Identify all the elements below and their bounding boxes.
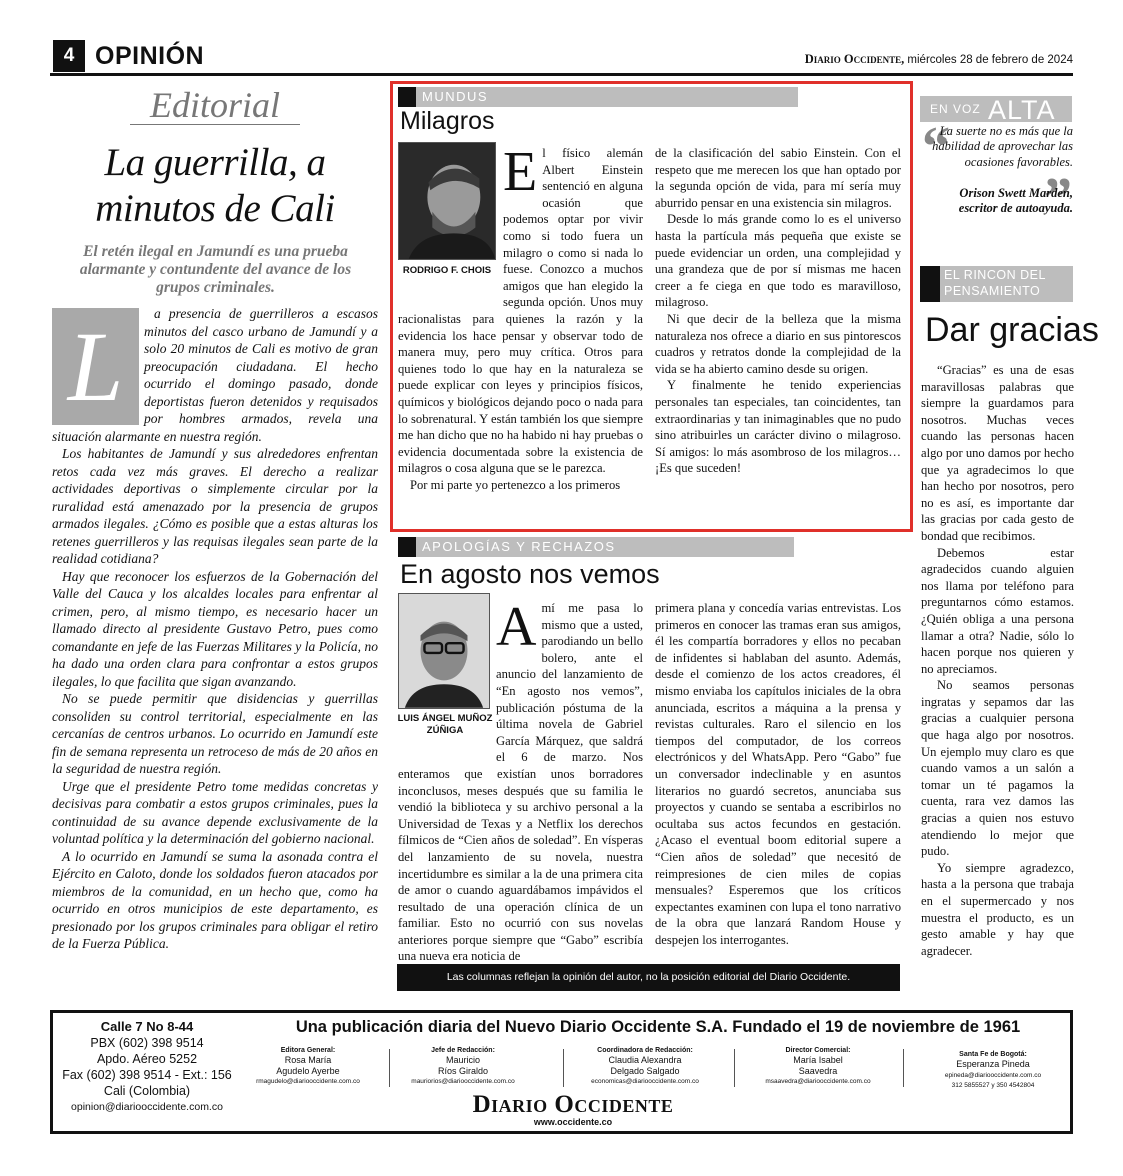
rincon-title: Dar gracias — [925, 311, 1099, 349]
staff-jefe: Jefe de Redacción: Mauricio Ríos Giraldo mauriorios@diariooccidente.com.co — [411, 1047, 515, 1085]
quote-text: La suerte no es más que la habilidad de aprovechar las ocasiones favorables. — [932, 124, 1073, 169]
editorial-paragraph: Hay que reconocer los esfuerzos de la Gobernación del Valle del Cauca y los alcaldes locales para enfrentar al crimen, pero, al mismo tiempo, es necesario hacer un llamado directo al presidente Gustavo Petro, pues como comandante en jefe de las Fuerzas Militares y la Policía, no ha dado una orden clara para confrontar a estos grupos ilegales, lo que facilita que sigan avanzando. — [52, 568, 378, 689]
footer-website[interactable]: www.occidente.co — [533, 1117, 613, 1127]
rincon-tag-label: EL RINCON DEL PENSAMIENTO — [944, 268, 1046, 298]
editorial-paragraph: Urge que el presidente Petro tome medidas concretas y decisivas para combatir a estos grupos criminales, pues la continuidad de su avance depende exclusivamente de la voluntad política y la determinación del gobierno nacional. — [52, 778, 378, 846]
editorial-label: Editorial — [130, 86, 300, 125]
apologias-column-1 — [398, 596, 643, 965]
rincon-paragraph: Yo siempre agradezco, hasta a la persona que trabaja en el supermercado y nos muestra el producto, es un gesto amable y hay que agradecer. — [921, 860, 1074, 958]
editorial-paragraph: Los habitantes de Jamundí y sus alrededores enfrentan retos cada vez más graves. El derecho a realizar actividades deportivas o simplemente circular por la ruralidad está amenazado por la presencia de grupos armados ilegales. ¿Cómo es posible que a estas alturas los retenes guerrilleros y las requisas ilegales sean parte de la realidad cotidiana? — [52, 446, 378, 566]
editorial-headline: La guerrilla, a minutos de Cali — [95, 141, 335, 230]
mundus-paragraph: Y finalmente he tenido experiencias personales tan especiales, tan coincidentes, tan extraordinarias y tan inimaginables que no pudo sino atribuirles un carácter divino o milagroso. Sí amigos: lo más asombroso de los milagros… ¡Es que suceden! — [655, 378, 901, 476]
editorial-paragraph: No se puede permitir que disidencias y guerrillas consoliden su control territorial, especialmente en las cercanías de centros urbanos. Lo ocurrido en Jamundí este fin de semana representa un retroceso de más de 20 años en la seguridad de nuestra región. — [52, 691, 378, 776]
divider — [389, 1049, 390, 1087]
page-number: 4 — [53, 40, 85, 72]
address-pbx: PBX (602) 398 9514 — [90, 1036, 204, 1050]
staff-comercial: Director Comercial: María Isabel Saavedra msaavedra@diariooccidente.com.co — [765, 1047, 871, 1085]
apologias-tag — [398, 537, 794, 557]
apologias-author: LUIS ÁNGEL MUÑOZ ZÚÑIGA — [397, 713, 493, 736]
apologias-paragraph: primera plana y concedía varias entrevistas. Los primeros en conocer las tramas eran sus amigos, él les compartía borradores y ellos no pecaban de infidentes si hablaban del asunto. Además, desde el comienzo de los actos creadores, él mismo enviaba los capítulos iniciales de la obra anunciada, escritos a máquina a la prensa y revistas culturales. Raro el silencio en los tiempos del computador, de los correos electrónicos y del WhatsApp. Pero “Gabo” fue un conversador indeclinable y en asuntos literarios no guardó secretos, anunciaba sus proyectos y cuando se sentaba a escribirlos no ocultaba sus actos fecundos en gestación. ¿Acaso el eventual boom editorial supere a “Cien años de soledad” que necesitó de reimpresiones de cien miles de copias mensuales? Esperemos que los críticos expectantes examinen con lupa el tono narrativo de la obra que lanzará Random House y despejen los interrogantes. — [655, 601, 901, 947]
masthead-brand: Diario Occidente, — [804, 52, 905, 66]
address-apdo: Apdo. Aéreo 5252 — [96, 1052, 198, 1066]
editorial-paragraph: a presencia de guerrilleros a escasos minutos del casco urbano de Jamundí y a solo 20 minutos de Cali es motivo de gran preocupación ciudadana. El hecho ocurrido el domingo pasado, donde deportistas fueron detenidos y requisados por hombres armados, revela una situación alarmante en nuestra región. — [52, 306, 378, 444]
mundus-tag — [398, 87, 798, 107]
footer-address — [53, 1019, 241, 1115]
address-city: Cali (Colombia) — [103, 1084, 191, 1098]
divider — [563, 1049, 564, 1087]
mundus-paragraph: Por mi parte yo pertenezco a los primeros — [410, 477, 621, 492]
divider — [734, 1049, 735, 1087]
apologias-dropcap: A — [496, 596, 537, 658]
mundus-paragraph: de la clasificación del sabio Einstein. Con el respeto que me merecen los que han optado por la segunda opción de vida, para mí sería muy aburrido pensar en una existencia sin milagros. — [655, 146, 901, 210]
rincon-tag — [920, 266, 1073, 302]
publication-statement: Una publicación diaria del Nuevo Diario Occidente S.A. Fundado el 19 de noviembre de 1961 — [295, 1018, 1021, 1036]
mundus-column-2 — [655, 145, 901, 477]
masthead-date — [805, 52, 1073, 67]
envoz-small: EN VOZ — [930, 102, 981, 116]
address-fax: Fax (602) 398 9514 - Ext.: 156 — [62, 1068, 232, 1082]
apologias-tag-label: APOLOGÍAS Y RECHAZOS — [422, 539, 616, 554]
address-street: Calle 7 No 8-44 — [100, 1019, 194, 1034]
mundus-tag-label: MUNDUS — [422, 89, 489, 104]
disclaimer-banner: Las columnas reflejan la opinión del autor, no la posición editorial del Diario Occidente. — [397, 964, 900, 991]
section-title: OPINIÓN — [95, 42, 205, 70]
mundus-author: RODRIGO F. CHOIS — [402, 265, 492, 276]
issue-date: miércoles 28 de febrero de 2024 — [907, 54, 1073, 66]
staff-coordinadora: Coordinadora de Redacción: Claudia Alexandra Delgado Salgado economicas@diariooccidente.com.co — [591, 1047, 699, 1085]
header-rule — [50, 73, 1073, 76]
apologias-title: En agosto nos vemos — [400, 559, 660, 589]
divider — [903, 1049, 904, 1087]
mundus-dropcap: E — [503, 141, 538, 203]
footer-logo: Diario Occidente — [472, 1091, 674, 1118]
address-email: opinion@diariooccidente.com.co — [71, 1101, 223, 1113]
quote-author: Orison Swett Marden, escritor de autoayuda. — [958, 186, 1073, 216]
editorial-paragraph: A lo ocurrido en Jamundí se suma la asonada contra el Ejército en Caloto, donde los soldados fueron atacados por miembros de la comunidad, en un hecho que, como ha ocurrido en otros municipios de este departamento, es presionado por los grupos criminales para obligar el retiro de la Fuerza Pública. — [52, 848, 378, 951]
envoz-big: ALTA — [988, 95, 1056, 125]
editorial-subhead: El retén ilegal en Jamundí es una prueba alarmante y contundente del avance de los grupos criminales. — [79, 243, 352, 296]
apologias-column-2 — [655, 600, 901, 948]
mundus-paragraph: Desde lo más grande como lo es el universo hasta la partícula más pequeña que existe se puede evidenciar un orden, una complejidad y una grandeza que de por sí mismas me hacen creer a fe ciega en que todo es maravilloso, milagroso. — [655, 212, 901, 310]
rincon-body — [921, 362, 1074, 959]
close-quote-icon: ” — [1044, 167, 1072, 229]
footer-box — [50, 1010, 1073, 1134]
open-quote-icon: “ — [922, 116, 950, 178]
rincon-paragraph: “Gracias” es una de esas maravillosas palabras que siempre la guardamos para nosotros. Muchas veces cuando las personas hacen algo por uno damos por hecho que ya agradecimos lo que han hecho por nosotros, pero no es así, es importante dar las gracias por cada gesto de bondad que recibimos. — [921, 363, 1074, 543]
apologias-paragraph: mí me pasa lo mismo que a usted, parodiando un bello bolero, ante el anuncio del lanzamiento de “En agosto nos vemos”, publicación póstuma de la última novela de Gabriel García Márquez, que saldrá el 6 de marzo. Nos enteramos que existían unos borradores inconclusos, meses después que su familia le vendió la biblioteca y su archivo personal a la Universidad de Texas y a Netflix los derechos fílmicos de “Cien años de soledad”. En vísperas del lanzamiento de su novela, nuestra incertidumbre es similar a la de una primera cita de amor o cuando aguardábamos impávidos el resultado de una operación clínica de un familiar. Esto no ocurrió con sus novelas anteriores porque siempre que “Gabo” escribía una nueva era noticia de — [398, 601, 643, 964]
mundus-title: Milagros — [400, 107, 495, 135]
staff-editora: Editora General: Rosa María Agudelo Ayerbe rmagudelo@diariooccidente.com.co — [256, 1047, 360, 1085]
mundus-column-1 — [398, 141, 643, 493]
editorial-dropcap: L — [52, 308, 139, 425]
rincon-paragraph: Debemos estar agradecidos cuando alguien nos llama por teléfono para preguntarnos cómo estamos. ¿Quién obliga a una persona llamar a otra? Nadie, sólo lo hacen porque nos quieren y no apreciamos. — [921, 545, 1074, 676]
mundus-paragraph: Ni que decir de la belleza que la misma naturaleza nos ofrece a diario en sus pintorescos cuadros y retratos donde la complejidad de la vida se ha abierto camino desde su origen. — [655, 311, 901, 376]
staff-bogota: Santa Fe de Bogotá: Esperanza Pineda epineda@diariooccidente.com.co 312 5855527 y 350 4542804 — [944, 1051, 1042, 1089]
rincon-paragraph: No seamos personas ingratas y sepamos dar las gracias a cualquier persona que haga algo por nosotros. Un ejemplo muy claro es que cuando vamos a un salón a tomar un té pagamos la cuenta, rara vez damos las gracias a quien nos estuvo atendiendo lo mejor que pudo. — [921, 678, 1074, 859]
mundus-paragraph: l físico alemán Albert Einstein sentenció en alguna ocasión que podemos optar por vivir como si todo fuera un milagro o como si nada lo fuese. Conozco a muchos amigos que han elegido la segunda opción. Unos muy racionalistas para quienes la razón y la evidencia los hace pensar y observar todo de manera muy, pero muy crítica. Otros para quienes todo lo que hay en la naturaleza se puede explicar con leyes y principios físicos, químicos y biológicos dejando poco o nada para lo sobrenatural. Y están también los que siempre me han dicho que no ha habido ni hay pruebas o evidencia documentada sobre la existencia de milagros o cosa alguna que se le parezca. — [398, 146, 643, 476]
